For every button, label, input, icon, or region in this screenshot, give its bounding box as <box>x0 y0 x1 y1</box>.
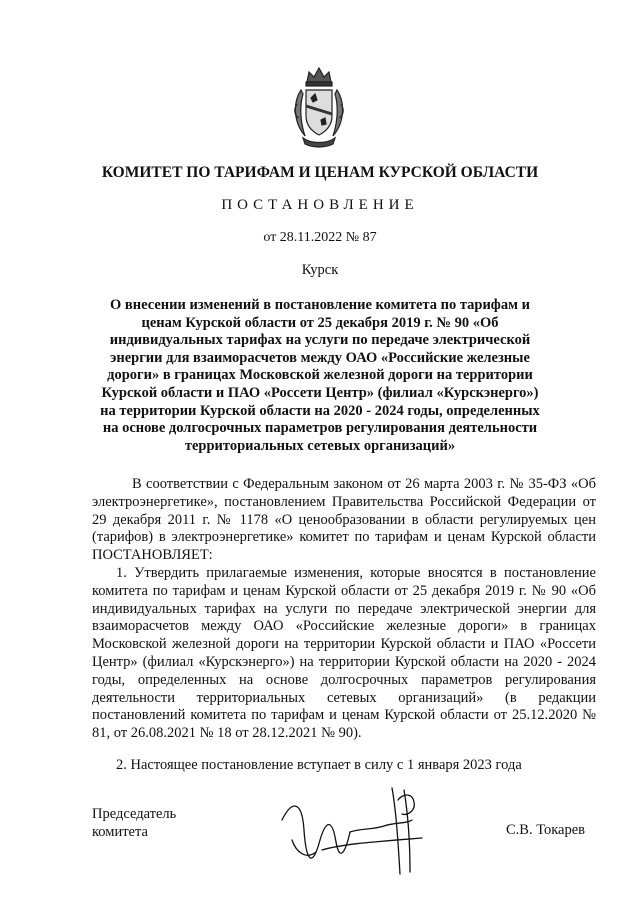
organization-name: КОМИТЕТ ПО ТАРИФАМ И ЦЕНАМ КУРСКОЙ ОБЛАСТИ <box>101 164 539 181</box>
preamble-paragraph: В соответствии с Федеральным законом от 26 марта 2003 г. № 35-ФЗ «Об электроэнергетике», постановлением Правительства Российской Федерации от 29 декабря 2011 г. № 1178 «О ценообразовании в области регулируемых цен (тарифов) в электроэнергетике» комитет по тарифам и ценам Курской области ПОСТАНОВЛЯЕТ: <box>92 476 596 564</box>
document-city: Курск <box>301 262 339 278</box>
coat-of-arms-emblem <box>291 64 347 150</box>
signatory-position-line-1: Председатель <box>92 806 177 822</box>
document-type: ПОСТАНОВЛЕНИЕ <box>221 197 419 213</box>
item-1-paragraph: 1. Утвердить прилагаемые изменения, которые вносятся в постановление комитета по тарифам и ценам Курской области от 25 декабря 2019 г. № 90 «Об индивидуальных тарифах на услуги по передаче электрической энергии для взаиморасчетов между ОАО «Российские железные дороги» в границах Московской железной дороги на территории Курской области и ПАО «Россети Центр» (филиал «Курскэнерго») на территории Курской области на 2020 - 2024 годы, определенных на основе долгосрочных параметров регулирования деятельности территориальных сетевых организаций» (в редакции постановлений комитета по тарифам и ценам Курской области от 25.12.2020 № 81, от 26.08.2021 № 18 от 28.12.2021 № 90). <box>92 565 596 742</box>
document-title: О внесении изменений в постановление комитета по тарифам и ценам Курской области от 25 декабря 2019 г. № 90 «Об индивидуальных тарифах на услуги по передаче электрической энергии для взаиморасчетов между ОАО «Российские железные дороги» в границах Московской железной дороги на территории Курской области и ПАО «Россети Центр» (филиал «Курскэнерго») на территории Курской области на 2020 - 2024 годы, определенных на основе долгосрочных параметров регулирования деятельности территориальных сетевых организаций» <box>100 297 540 454</box>
item-2-paragraph: 2. Настоящее постановление вступает в силу с 1 января 2023 года <box>116 757 522 773</box>
document-date-number: от 28.11.2022 № 87 <box>263 230 377 245</box>
signatory-name: С.В. Токарев <box>506 822 586 838</box>
signatory-position <box>92 805 176 841</box>
handwritten-signature <box>272 780 452 880</box>
signatory-position-line-2: комитета <box>92 824 148 840</box>
